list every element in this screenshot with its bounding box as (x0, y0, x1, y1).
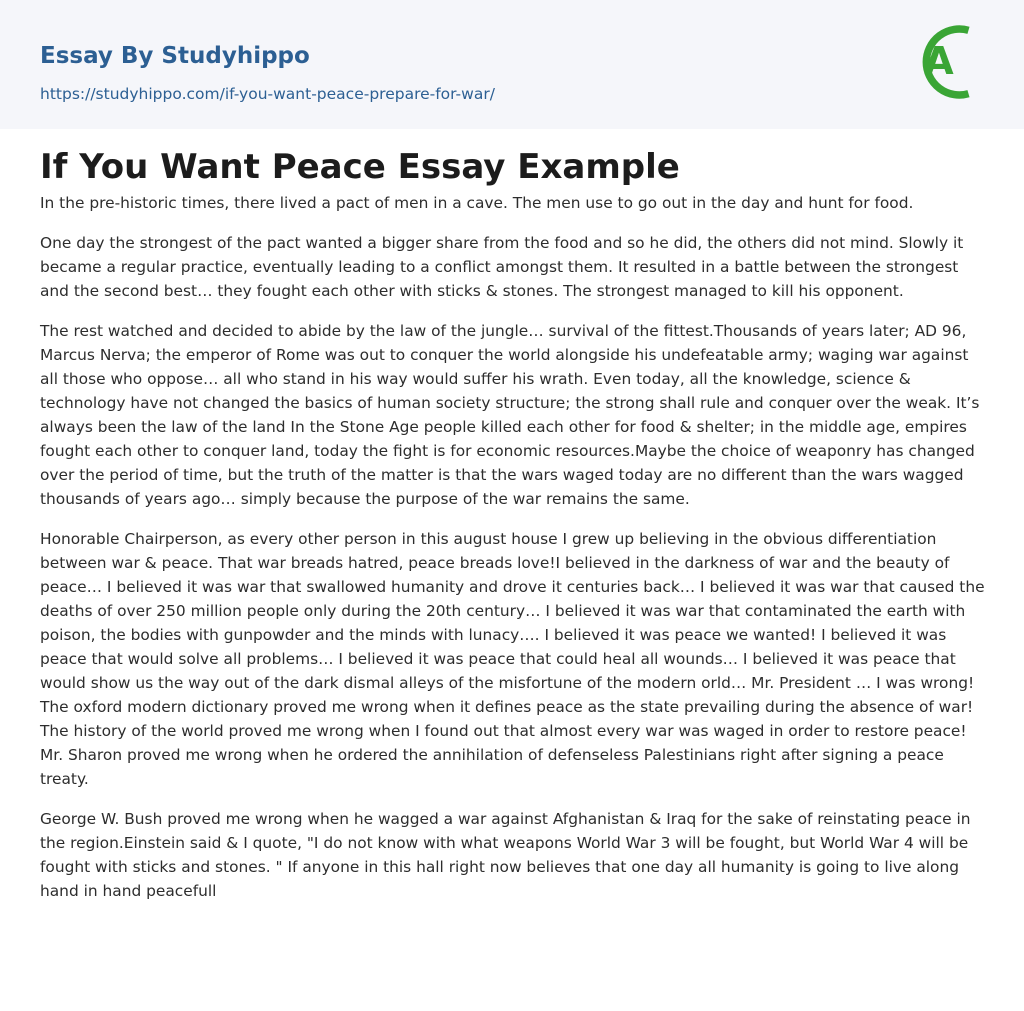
essay-content (40, 143, 986, 919)
essay-paragraph: In the pre-historic times, there lived a pact of men in a cave. The men use to go out in the day and hunt for food. (40, 194, 914, 212)
essay-paragraph: The rest watched and decided to abide by the law of the jungle… survival of the fittest.Thousands of years later; AD 96, Marcus Nerva; the emperor of Rome was out to conquer the world alongside his undefeatable army; waging war against all those who oppose… all who stand in his way would suffer his wrath. Even today, all the knowledge, science & technology have not changed the basics of human society structure; the strong shall rule and conquer over the weak. It’s always been the law of the land In the Stone Age people killed each other for food & shelter; in the middle age, empires fought each other to conquer land, today the fight is for economic resources.Maybe the choice of weaponry has changed over the period of time, but the truth of the matter is that the wars waged today are no different than the wars wagged thousands of years ago… simply because the purpose of the war remains the same. (40, 322, 980, 508)
page-title: If You Want Peace Essay Example (40, 147, 680, 187)
logo-letter: A (924, 39, 954, 83)
source-url-link[interactable]: https://studyhippo.com/if-you-want-peace-prepare-for-war/ (40, 85, 495, 103)
essay-paragraph: Honorable Chairperson, as every other person in this august house I grew up believing in the obvious differentiation between war & peace. That war breads hatred, peace breads love!I believed in the darkness of war and the beauty of peace… I believed it was war that swallowed humanity and drove it centuries back… I believed it was war that caused the deaths of over 250 million people only during the 20th century… I believed it was war that contaminated the earth with poison, the bodies with gunpowder and the minds with lunacy…. I believed it was peace we wanted! I believed it was peace that would solve all problems… I believed it was peace that could heal all wounds… I believed it was peace that would show us the way out of the dark dismal alleys of the misfortune of the modern orld… Mr. President … I was wrong! The oxford modern dictionary proved me wrong when it defines peace as the state prevailing during the absence of war! The history of the world proved me wrong when I found out that almost every war was waged in order to restore peace! Mr. Sharon proved me wrong when he ordered the annihilation of defenseless Palestinians right after signing a peace treaty. (40, 530, 985, 788)
essay-paragraph: One day the strongest of the pact wanted a bigger share from the food and so he did, the others did not mind. Slowly it became a regular practice, eventually leading to a conflict amongst them. It resulted in a battle between the strongest and the second best… they fought each other with sticks & stones. The strongest managed to kill his opponent. (40, 234, 964, 300)
site-header (0, 0, 1024, 129)
site-title[interactable]: Essay By Studyhippo (40, 43, 310, 69)
essay-paragraph: George W. Bush proved me wrong when he wagged a war against Afghanistan & Iraq for the sake of reinstating peace in the region.Einstein said & I quote, "I do not know with what weapons World War 3 will be fought, but World War 4 will be fought with sticks and stones. " If anyone in this hall right now believes that one day all humanity is going to live along hand in hand peacefull (40, 810, 971, 900)
studyhippo-logo-icon[interactable] (910, 18, 988, 106)
essay-body (40, 191, 986, 903)
